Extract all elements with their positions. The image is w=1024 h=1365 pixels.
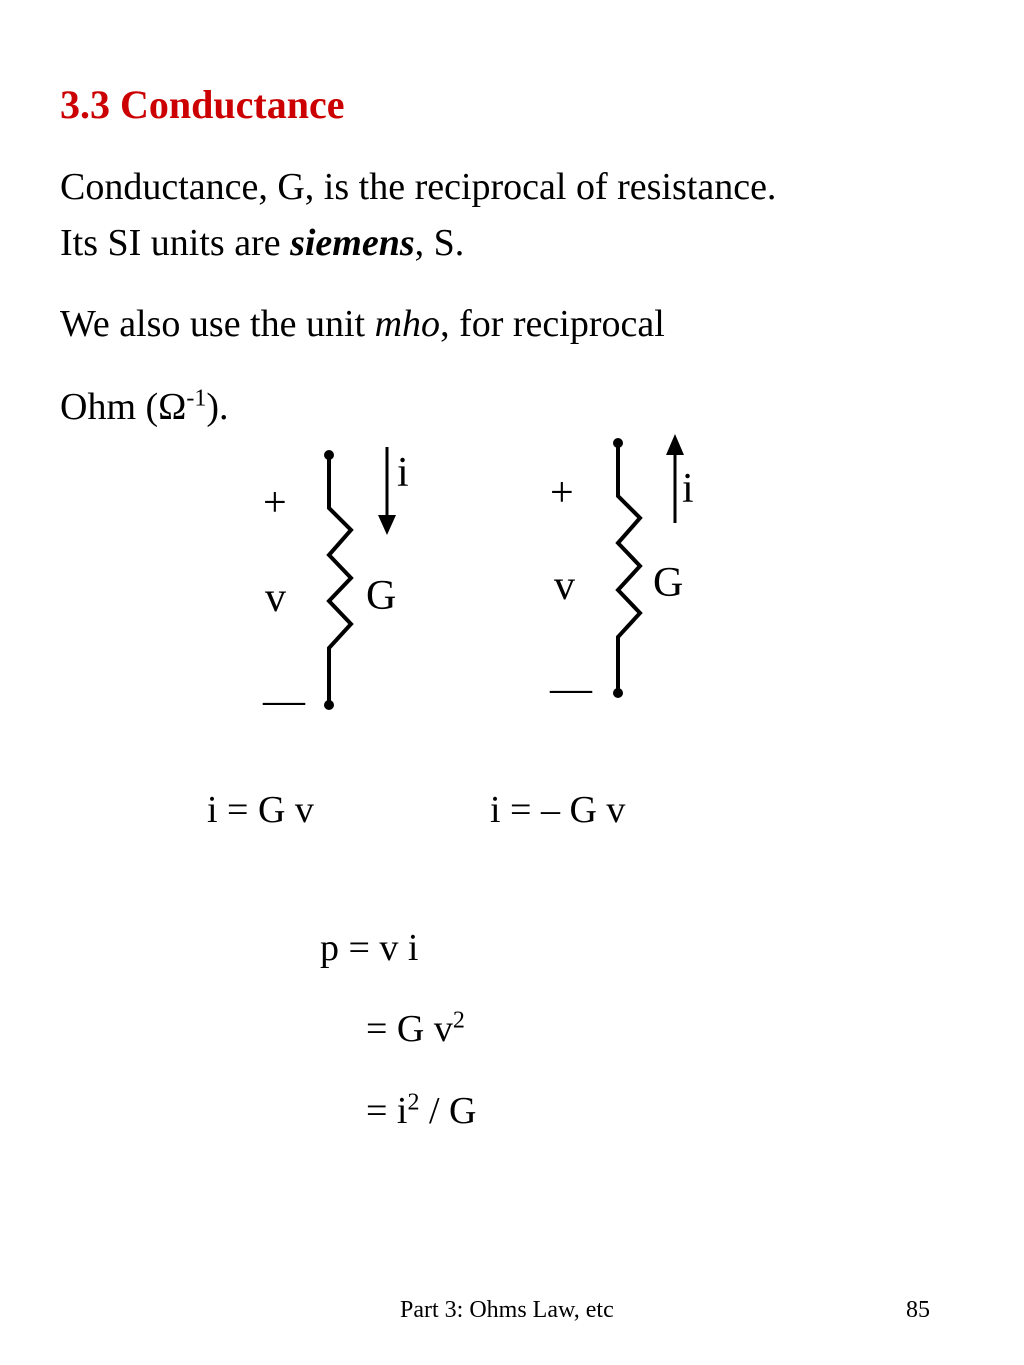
left-bottom-terminal	[324, 700, 334, 710]
left-current-label: i	[397, 450, 409, 496]
ohm-prefix: Ohm (Ω	[60, 386, 187, 428]
left-plus-label: +	[263, 480, 287, 526]
ohm-exponent: -1	[186, 385, 207, 412]
right-plus-label: +	[550, 470, 574, 516]
page-number: 85	[906, 1297, 930, 1323]
power-eq3-base: = i	[366, 1090, 408, 1132]
siemens-term: siemens	[290, 222, 415, 264]
mho-suffix: , for reciprocal	[440, 303, 665, 345]
mho-term: mho	[374, 303, 441, 345]
footer-label: Part 3: Ohms Law, etc	[400, 1297, 614, 1323]
power-equation-1: p = v i	[320, 927, 419, 969]
right-voltage-label: v	[554, 563, 575, 609]
units-suffix: , S.	[414, 222, 465, 264]
slide-title: 3.3 Conductance	[60, 82, 345, 127]
left-conductance-label: G	[366, 573, 397, 619]
ohms-law-right: i = – G v	[490, 789, 626, 831]
right-resistor	[613, 438, 640, 698]
power-eq3-exponent: 2	[407, 1089, 420, 1116]
power-equation-3	[366, 1089, 477, 1132]
power-eq3-suffix: / G	[419, 1090, 477, 1132]
left-current-arrow	[378, 447, 396, 535]
power-eq2-exponent: 2	[452, 1007, 465, 1034]
units-prefix: Its SI units are	[60, 222, 291, 264]
left-resistor	[324, 450, 351, 710]
ohms-law-left: i = G v	[207, 789, 314, 831]
left-resistor-wire	[329, 455, 351, 705]
right-current-label: i	[682, 466, 694, 512]
ohm-suffix: ).	[206, 386, 229, 428]
power-equation-2	[366, 1007, 465, 1050]
definition-text: Conductance, G, is the reciprocal of resistance.	[60, 166, 777, 208]
right-resistor-wire	[618, 443, 640, 693]
power-eq2-base: = G v	[366, 1008, 453, 1050]
left-voltage-label: v	[265, 575, 286, 621]
right-conductance-label: G	[653, 560, 684, 606]
mho-prefix: We also use the unit	[60, 303, 375, 345]
right-minus-label: —	[550, 666, 592, 712]
left-minus-label: —	[263, 678, 305, 724]
right-bottom-terminal	[613, 688, 623, 698]
